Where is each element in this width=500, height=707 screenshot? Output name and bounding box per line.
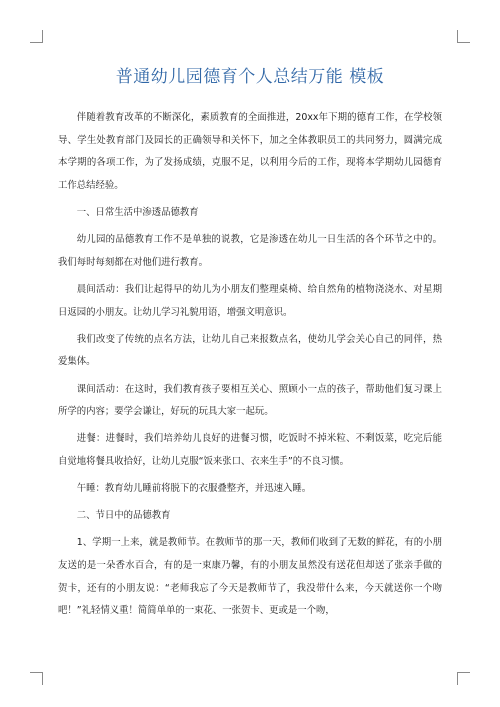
document-body [58,107,442,627]
section-heading-2: 二、节日中的品德教育 [76,510,171,522]
body-paragraph: 课间活动：在这时，我们教育孩子要相互关心、照顾小一点的孩子，帮助他们复习课上所学的内容；要学会谦让，好玩的玩具大家一起玩。 [58,383,442,418]
body-paragraph: 午睡：教育幼儿睡前将脱下的衣服叠整齐，并迅速入睡。 [76,483,312,495]
body-paragraph: 我们改变了传统的点名方法，让幼儿自己来报数点名，使幼儿学会关心自己的同伴，热爱集体。 [58,333,442,368]
body-paragraph: 进餐：进餐时，我们培养幼儿良好的进餐习惯，吃饭时不掉米粒、不剩饭菜，吃完后能自觉地将餐具收拾好，让幼儿克服“饭来张口、衣来生手”的不良习惯。 [58,433,442,467]
body-paragraph: 晨间活动：我们让起得早的幼儿为小朋友们整理桌椅、给自然角的植物浇浇水、对星期日返园的小朋友。让幼儿学习礼貌用语，增强文明意识。 [58,283,442,318]
intro-paragraph: 伴随着教育改革的不断深化，素质教育的全面推进，20xx年下期的德育工作，在学校领导、学生处教育部门及园长的正确领导和关怀下，加之全体教职员工的共同努力，圆满完成本学期的各项工作，为了发扬成绩，克服不足，以利用今后的工作，现将本学期幼儿园德育工作总结经验。 [58,112,442,191]
crop-mark-top-right [457,30,470,43]
document-title: 普通幼儿园德育个人总结万能 模板 [115,67,385,87]
body-paragraph: 1、学期一上来，就是教师节。在教师节的那一天，教师们收到了无数的鲜花，有的小朋友送的是一朵香水百合，有的是一束康乃馨，有的小朋友虽然没有送花但却送了张亲手做的贺卡，还有的小朋友说：“老师我忘了今天是教师节了，我没带什么来，今天就送你一个吻吧！”礼轻情义重！简简单单的一束花、一张贺卡、更或是一个吻， [58,537,442,617]
crop-mark-bottom-right [457,672,470,685]
section-heading-1: 一、日常生活中渗透品德教育 [76,206,199,218]
body-paragraph: 幼儿园的品德教育工作不是单独的说教，它是渗透在幼儿一日生活的各个环节之中的。我们每时每刻都在对他们进行教育。 [58,234,442,268]
crop-mark-bottom-left [30,672,43,685]
crop-mark-top-left [30,30,43,43]
